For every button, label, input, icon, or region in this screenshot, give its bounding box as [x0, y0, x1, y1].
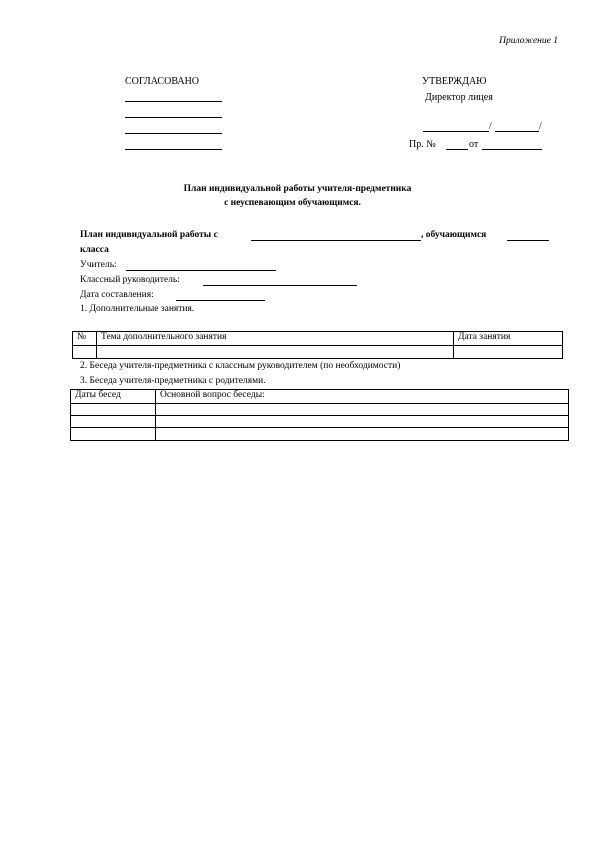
table-header-row [71, 390, 569, 404]
date-line [176, 300, 265, 301]
table-row [71, 404, 569, 416]
table-row [71, 428, 569, 441]
section-3-heading: 3. Беседа учителя-предметника с родителями. [80, 376, 266, 386]
left-signature-line-2 [125, 117, 222, 118]
plan-intro-label: План индивидуальной работы с [80, 230, 218, 240]
left-signature-line-3 [125, 133, 222, 134]
table-cell[interactable] [454, 346, 563, 359]
column-header-dates: Даты бесед [71, 390, 156, 404]
table-header-row [73, 332, 563, 346]
document-title-line-2: с неуспевающим обучающимся. [224, 198, 361, 208]
director-name-line [495, 131, 539, 132]
class-number-line [507, 240, 549, 241]
approved-right-title: УТВЕРЖДАЮ [422, 76, 487, 87]
teacher-line [126, 270, 276, 271]
approved-left-title: СОГЛАСОВАНО [125, 76, 200, 87]
column-header-main-question: Основной вопрос беседы: [156, 390, 569, 404]
column-header-topic: Тема дополнительного занятия [97, 332, 454, 346]
appendix-label: Приложение 1 [499, 36, 558, 46]
left-signature-line-1 [125, 101, 222, 102]
director-signature-line [423, 131, 489, 132]
table-row [73, 346, 563, 359]
signature-separator-2: / [539, 121, 542, 132]
section-1-heading: 1. Дополнительные занятия. [80, 304, 195, 314]
student-label: , обучающимся [421, 230, 487, 240]
order-from-label: от [469, 139, 479, 150]
additional-lessons-table [72, 331, 563, 359]
table-cell[interactable] [156, 416, 569, 428]
table-cell[interactable] [156, 428, 569, 441]
column-header-number: № [73, 332, 97, 346]
student-name-line [251, 240, 421, 241]
table-cell[interactable] [73, 346, 97, 359]
column-header-date: Дата занятия [454, 332, 563, 346]
document-title-line-1: План индивидуальной работы учителя-предметника [183, 184, 412, 194]
order-date-line [482, 149, 542, 150]
table-cell[interactable] [156, 404, 569, 416]
date-label: Дата составления: [80, 290, 154, 300]
class-teacher-line [203, 285, 357, 286]
director-role: Директор лицея [425, 92, 493, 103]
left-signature-line-4 [125, 149, 222, 150]
class-teacher-label: Классный руководитель: [80, 275, 180, 285]
table-row [71, 416, 569, 428]
signature-separator-1: / [489, 121, 492, 132]
teacher-label: Учитель: [80, 260, 117, 270]
class-label: класса [80, 245, 109, 255]
order-label: Пр. № [409, 139, 436, 150]
table-cell[interactable] [71, 428, 156, 441]
table-cell[interactable] [97, 346, 454, 359]
section-2-heading: 2. Беседа учителя-предметника с классным руководителем (по необходимости) [80, 361, 401, 371]
conversations-table [70, 389, 569, 441]
table-cell[interactable] [71, 416, 156, 428]
table-cell[interactable] [71, 404, 156, 416]
order-number-line [446, 149, 468, 150]
